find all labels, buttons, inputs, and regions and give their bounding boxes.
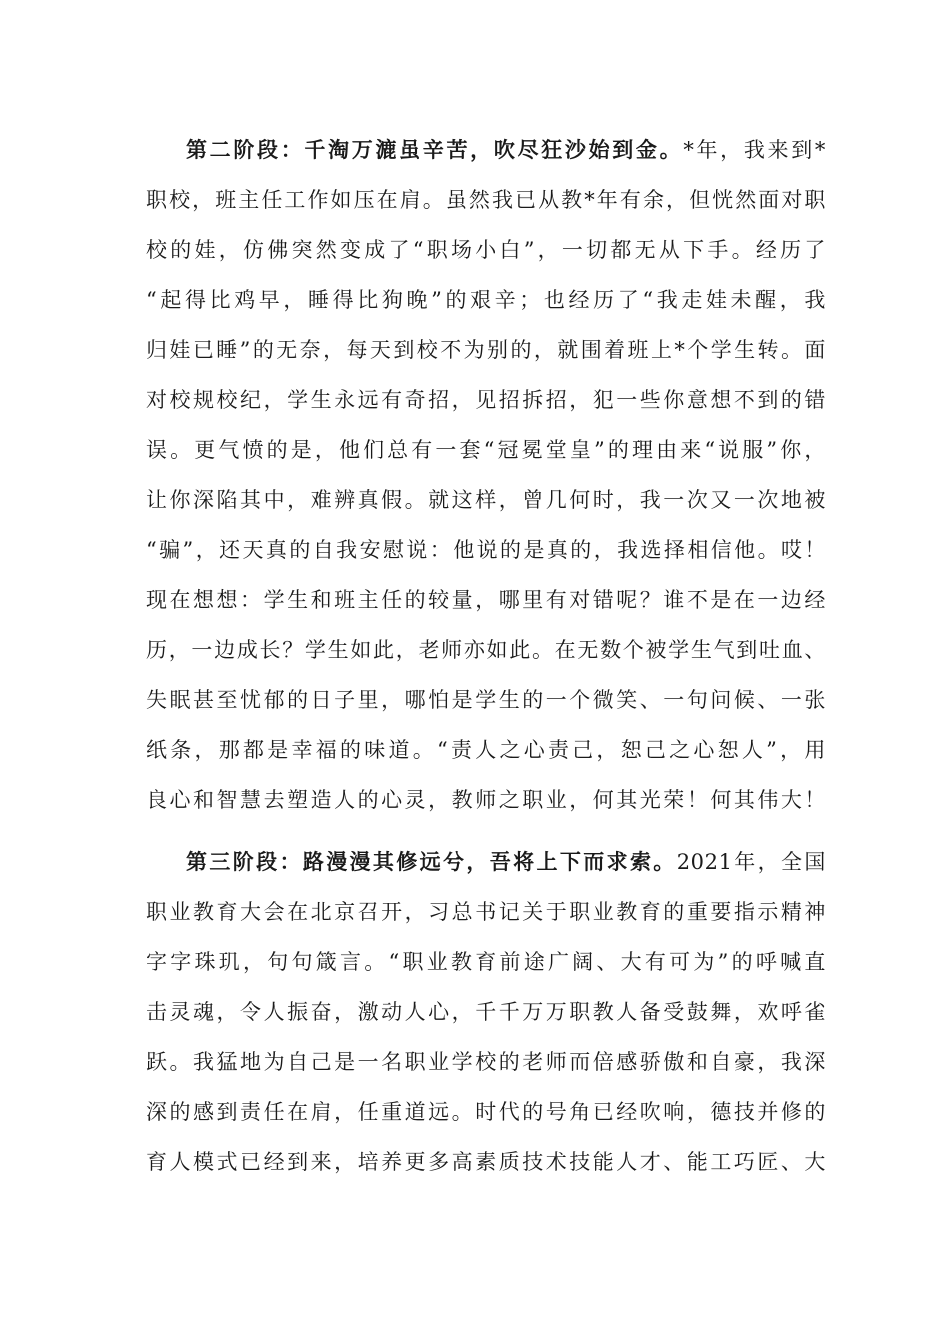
paragraph-2-line-9: “骗”，还天真的自我安慰说：他说的是真的，我选择相信他。哎！: [146, 538, 826, 562]
paragraph-2-line-4: “起得比鸡早，睡得比狗晚”的艰辛；也经历了“我走娃未醒，我: [146, 288, 826, 312]
paragraph-2-line-6: 对校规校纪，学生永远有奇招，见招拆招，犯一些你意想不到的错: [146, 388, 826, 412]
paragraph-2-line-11: 历，一边成长？学生如此，老师亦如此。在无数个被学生气到吐血、: [146, 638, 826, 662]
paragraph-2-line-13: 纸条，那都是幸福的味道。“责人之心责己，恕己之心恕人”，用: [146, 738, 826, 762]
paragraph-2-line-1: [186, 132, 826, 168]
paragraph-3-line-1: [186, 844, 826, 880]
paragraph-2-line-12: 失眠甚至忧郁的日子里，哪怕是学生的一个微笑、一句问候、一张: [146, 688, 826, 712]
paragraph-2-line-1-text: *年，我来到*: [683, 138, 826, 162]
paragraph-2-heading: 第二阶段：千淘万漉虽辛苦，吹尽狂沙始到金。: [186, 137, 684, 162]
paragraph-2-line-3: 校的娃，仿佛突然变成了“职场小白”，一切都无从下手。经历了: [146, 238, 826, 262]
paragraph-2-line-8: 让你深陷其中，难辨真假。就这样，曾几何时，我一次又一次地被: [146, 488, 826, 512]
paragraph-2-line-7: 误。更气愤的是，他们总有一套“冠冕堂皇”的理由来“说服”你，: [146, 438, 826, 462]
paragraph-3-line-1-text: 2021年，全国: [676, 850, 826, 874]
paragraph-3-line-6: 深的感到责任在肩，任重道远。时代的号角已经吹响，德技并修的: [146, 1100, 826, 1124]
paragraph-3-line-7: 育人模式已经到来，培养更多高素质技术技能人才、能工巧匠、大: [146, 1150, 826, 1174]
paragraph-2-line-10: 现在想想：学生和班主任的较量，哪里有对错呢？谁不是在一边经: [146, 588, 826, 612]
paragraph-3-heading: 第三阶段：路漫漫其修远兮，吾将上下而求索。: [186, 849, 677, 874]
paragraph-2-line-5: 归娃已睡”的无奈，每天到校不为别的，就围着班上*个学生转。面: [146, 338, 826, 362]
paragraph-3-line-2: 职业教育大会在北京召开，习总书记关于职业教育的重要指示精神: [146, 900, 826, 924]
paragraph-3-line-5: 跃。我猛地为自己是一名职业学校的老师而倍感骄傲和自豪，我深: [146, 1050, 826, 1074]
paragraph-2-line-2: 职校，班主任工作如压在肩。虽然我已从教*年有余，但恍然面对职: [146, 188, 826, 212]
paragraph-2-line-14: 良心和智慧去塑造人的心灵，教师之职业，何其光荣！何其伟大！: [146, 788, 826, 812]
paragraph-3-line-4: 击灵魂，令人振奋，激动人心，千千万万职教人备受鼓舞，欢呼雀: [146, 1000, 826, 1024]
paragraph-3-line-3: 字字珠玑，句句箴言。“职业教育前途广阔、大有可为”的呼喊直: [146, 950, 826, 974]
